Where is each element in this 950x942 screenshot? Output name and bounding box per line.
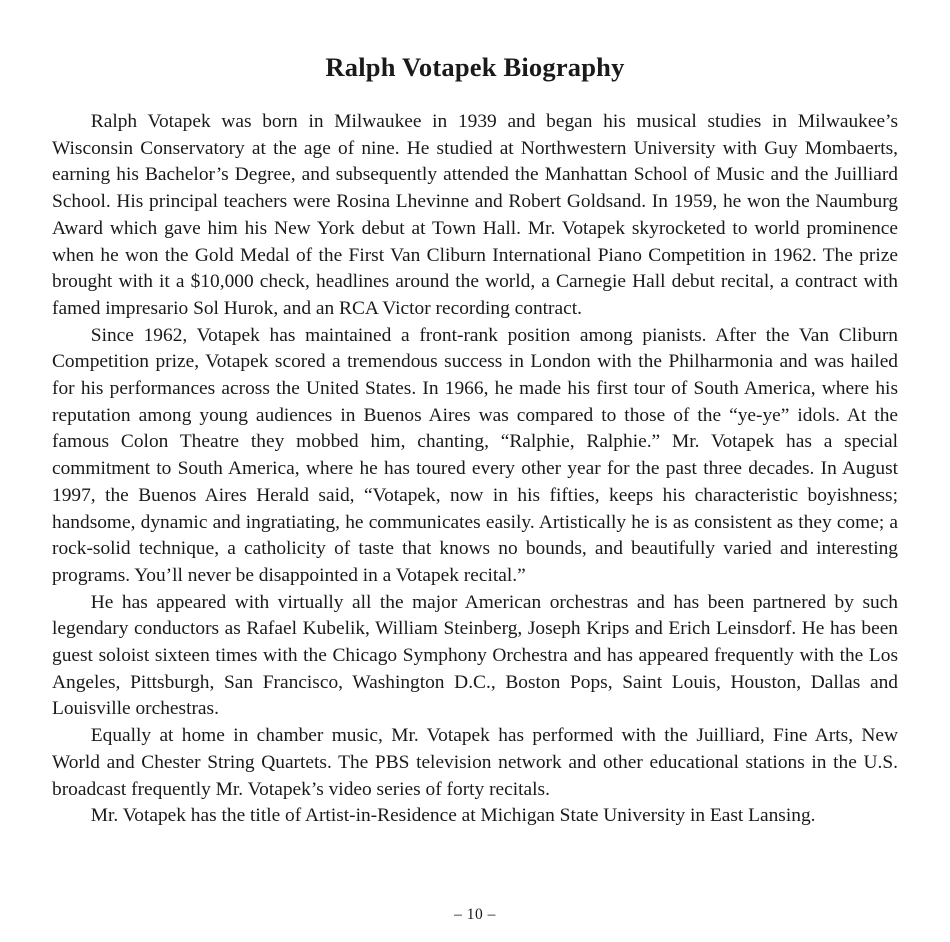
page-title: Ralph Votapek Biography [325, 52, 625, 82]
body-text [52, 109, 898, 830]
page-number: – 10 – [454, 906, 496, 923]
paragraph: Mr. Votapek has the title of Artist-in-Residence at Michigan State University in East Lansing. [90, 805, 816, 827]
paragraph: He has appeared with virtually all the major American orchestras and has been partnered by such legendary conductors as Rafael Kubelik, William Steinberg, Joseph Krips and Erich Leinsdorf. He has been guest soloist sixteen times with the Chicago Symphony Orchestra and has appeared frequently with the Los Angeles, Pittsburgh, San Francisco, Washington D.C., Boston Pops, Saint Louis, Houston, Dallas and Louisville orchestras. [52, 591, 898, 720]
paragraph: Ralph Votapek was born in Milwaukee in 1939 and began his musical studies in Milwaukee’s Wisconsin Conservatory at the age of nine. He studied at Northwestern University with Guy Mombaerts, earning his Bachelor’s Degree, and subsequently attended the Manhattan School of Music and the Juilliard School. His principal teachers were Rosina Lhevinne and Robert Goldsand. In 1959, he won the Naumburg Award which gave him his New York debut at Town Hall. Mr. Votapek skyrocketed to world prominence when he won the Gold Medal of the First Van Cliburn International Piano Competition in 1962. The prize brought with it a $10,000 check, headlines around the world, a Carnegie Hall debut recital, a contract with famed impresario Sol Hurok, and an RCA Victor recording contract. [52, 111, 898, 319]
paragraph: Since 1962, Votapek has maintained a front-rank position among pianists. After the Van Cliburn Competition prize, Votapek scored a tremendous success in London with the Philharmonia and was hailed for his performances across the United States. In 1966, he made his first tour of South America, where his reputation among young audiences in Buenos Aires was compared to those of the “ye-ye” idols. At the famous Colon Theatre they mobbed him, chanting, “Ralphie, Ralphie.” Mr. Votapek has a special commitment to South America, where he has toured every other year for the past three decades. In August 1997, the Buenos Aires Herald said, “Votapek, now in his fifties, keeps his characteristic boyishness; handsome, dynamic and ingratiating, he communicates easily. Artistically he is as consistent as they come; a rock-solid technique, a catholicity of taste that knows no bounds, and beautifully varied and interesting programs. You’ll never be disappointed in a Votapek recital.” [52, 324, 898, 586]
paragraph: Equally at home in chamber music, Mr. Votapek has performed with the Juilliard, Fine Arts, New World and Chester String Quartets. The PBS television network and other educational stations in the U.S. broadcast frequently Mr. Votapek’s video series of forty recitals. [52, 725, 898, 800]
